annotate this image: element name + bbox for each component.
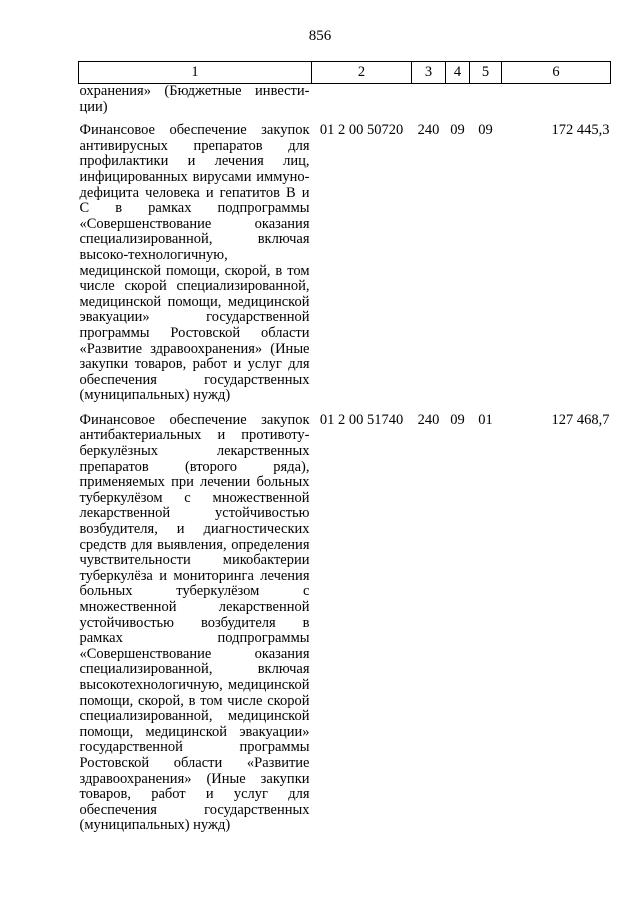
row-subsection: 01 (478, 411, 493, 428)
table-row (79, 123, 611, 413)
row-target-code: 01 2 00 51740 (319, 411, 404, 428)
row-expense-type: 240 (417, 122, 440, 139)
column-header-3: 3 (412, 62, 446, 84)
row-section: 09 (450, 411, 465, 428)
row-section: 09 (450, 122, 465, 139)
row-expense-type: 240 (417, 411, 440, 428)
row-subsection (470, 84, 502, 124)
table-row (79, 84, 611, 124)
row-amount: 172 445,3 (551, 122, 610, 139)
budget-table (78, 61, 611, 843)
row-amount (502, 84, 611, 124)
table-header-row (79, 62, 611, 84)
row-description: охранения» (Бюджетные инвести-ции) (79, 83, 310, 115)
row-description: Финансовое обеспечение закупок антивирусных препаратов для профилактики и лечения лиц, инфицированных вирусами иммуно-дефицита человека и гепатитов В и С в рамках подпрограммы «Совершенствование оказания специализированной, включая высоко-технологичную, медицинской помощи, скорой, в том числе скорой специализированной, медицинской помощи, медицинской эвакуации» государственной программы Ростовской области «Развитие здравоохранения» (Иные закупки товаров, работ и услуг для обеспечения государственных (муниципальных) нужд) (79, 122, 310, 404)
row-target-code (312, 84, 412, 124)
row-section (446, 84, 470, 124)
table-row (79, 413, 611, 843)
row-subsection: 09 (478, 122, 493, 139)
row-amount: 127 468,7 (551, 411, 610, 428)
row-target-code: 01 2 00 50720 (319, 122, 404, 139)
row-expense-type (412, 84, 446, 124)
column-header-1: 1 (79, 62, 312, 84)
page-number: 856 (308, 28, 332, 44)
column-header-4: 4 (446, 62, 470, 84)
row-description: Финансовое обеспечение закупок антибактериальных и противоту-беркулёзных лекарственных препаратов (второго ряда), применяемых при лечении больных туберкулёзом с множественной лекарственной устойчивостью возбудителя, и диагностических средств для выявления, определения чувствительности микобактерии туберкулёза и мониторинга лечения больных туберкулёзом с множественной лекарственной устойчивостью возбудителя в рамках подпрограммы «Совершенствование оказания специализированной, включая высокотехнологичную, медицинской помощи, скорой, в том числе скорой специализированной, медицинской помощи, медицинской эвакуации» государственной программы Ростовской области «Развитие здравоохранения» (Иные закупки товаров, работ и услуг для обеспечения государственных (муниципальных) нужд) (79, 411, 310, 834)
column-header-6: 6 (502, 62, 611, 84)
column-header-2: 2 (312, 62, 412, 84)
column-header-5: 5 (470, 62, 502, 84)
